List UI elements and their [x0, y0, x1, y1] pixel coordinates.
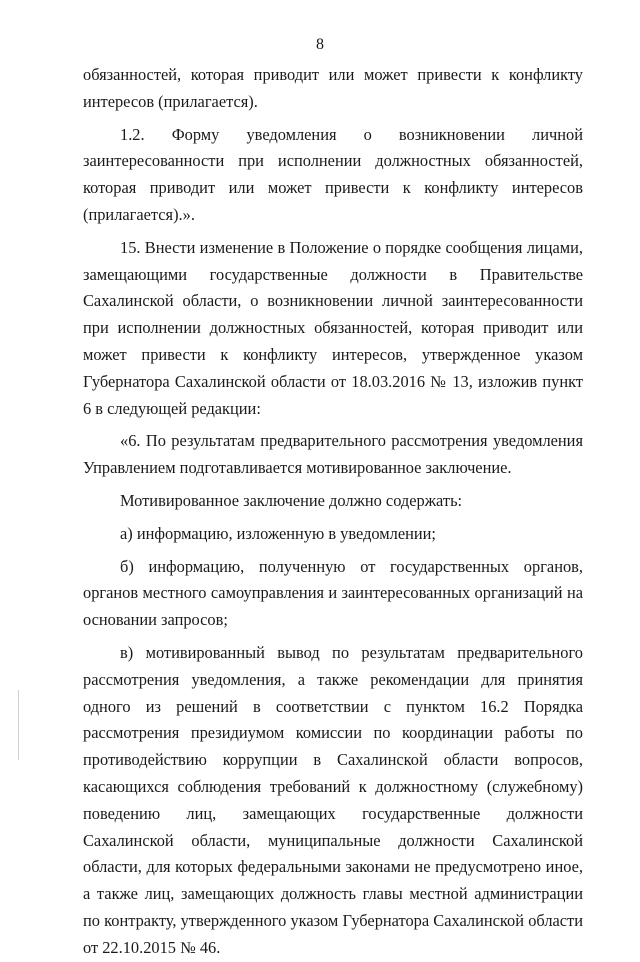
scan-margin-line: [18, 690, 19, 760]
paragraph-continuation: обязанностей, которая приводит или может привести к конфликту интересов (прилагается).: [83, 65, 583, 111]
paragraph-conclusion-intro: Мотивированное заключение должно содержать:: [120, 490, 463, 510]
paragraph-1-2: 1.2. Форму уведомления о возникновении личной заинтересованности при исполнении должностных обязанностей, которая приводит или может привести к конфликту интересов (прилагается).».: [83, 124, 583, 224]
list-item-v: в) мотивированный вывод по результатам предварительного рассмотрения уведомления, а также рекомендации для принятия одного из решений в соответствии с пунктом 16.2 Порядка рассмотрения президиумом комиссии по координации работы по противодействию коррупции в Сахалинской области вопросов, касающихся соблюдения требований к должностному (служебному) поведению лиц, замещающих государственные должности Сахалинской области, муниципальные должности Сахалинской области, для которых федеральными законами не предусмотрено иное, а также лиц, замещающих должность главы местной администрации по контракту, утвержденного указом Губернатора Сахалинской области от 22.10.2015 № 46.: [83, 642, 583, 957]
document-body: [83, 62, 583, 962]
paragraph-15: 15. Внести изменение в Положение о порядке сообщения лицами, замещающими государственные должности в Правительстве Сахалинской области, о возникновении личной заинтересованности при исполнении должностных обязанностей, которая приводит или может привести к конфликту интересов, утвержденное указом Губернатора Сахалинской области от 18.03.2016 № 13, изложив пункт 6 в следующей редакции:: [83, 237, 583, 418]
list-item-a: а) информацию, изложенную в уведомлении;: [120, 523, 436, 543]
list-item-b: б) информацию, полученную от государственных органов, органов местного самоуправления и заинтересованных организаций на основании запросов;: [83, 556, 583, 630]
page-number: 8: [316, 36, 324, 53]
paragraph-6: «6. По результатам предварительного рассмотрения уведомления Управлением подготавливается мотивированное заключение.: [83, 431, 583, 478]
